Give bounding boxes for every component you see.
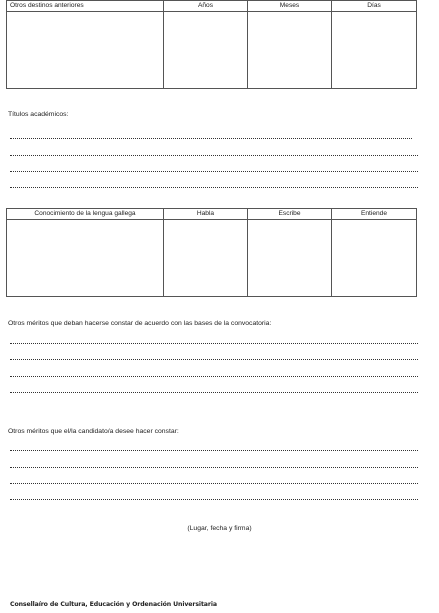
titulos-line-2[interactable]	[10, 155, 418, 156]
lengua-header-entiende: Entiende	[332, 209, 417, 220]
destinos-header-anos: Años	[164, 1, 248, 12]
meritos-candidato-line-2[interactable]	[10, 467, 418, 468]
meritos-candidato-label: Otros méritos que el/la candidato/a desee hacer constar:	[8, 428, 179, 435]
lengua-table	[6, 208, 417, 297]
meritos-bases-line-1[interactable]	[10, 343, 418, 344]
meritos-candidato-line-4[interactable]	[10, 499, 418, 500]
titulos-label: Títulos académicos:	[8, 111, 69, 118]
destinos-header-label: Otros destinos anteriores	[7, 1, 164, 12]
lengua-header-escribe: Escribe	[248, 209, 332, 220]
destinos-entry-row	[7, 12, 417, 89]
meritos-bases-line-4[interactable]	[10, 392, 418, 393]
meses-entry-cell[interactable]	[248, 12, 332, 89]
destinos-header-dias: Días	[332, 1, 417, 12]
destinos-table	[6, 0, 417, 89]
escribe-entry-cell[interactable]	[248, 220, 332, 297]
lengua-header-habla: Habla	[164, 209, 248, 220]
meritos-candidato-line-3[interactable]	[10, 483, 418, 484]
titulos-line-1[interactable]	[10, 138, 412, 139]
footer-department: Consellaíro de Cultura, Educación y Ordenación Universitaria	[10, 601, 217, 608]
meritos-bases-line-3[interactable]	[10, 376, 418, 377]
dias-entry-cell[interactable]	[332, 12, 417, 89]
lengua-header-label: Conocimiento de la lengua gallega	[7, 209, 164, 220]
titulos-line-3[interactable]	[10, 171, 418, 172]
signature-label: (Lugar, fecha y firma)	[187, 525, 252, 532]
meritos-candidato-line-1[interactable]	[10, 450, 418, 451]
titulos-line-4[interactable]	[10, 187, 418, 188]
meritos-bases-label: Otros méritos que deban hacerse constar de acuerdo con las bases de la convocatoria:	[8, 320, 272, 327]
destinos-entry-cell[interactable]	[7, 12, 164, 89]
anos-entry-cell[interactable]	[164, 12, 248, 89]
lengua-entry-cell[interactable]	[7, 220, 164, 297]
lengua-entry-row	[7, 220, 417, 297]
habla-entry-cell[interactable]	[164, 220, 248, 297]
destinos-header-row	[7, 1, 417, 12]
destinos-header-meses: Meses	[248, 1, 332, 12]
lengua-header-row	[7, 209, 417, 220]
entiende-entry-cell[interactable]	[332, 220, 417, 297]
meritos-bases-line-2[interactable]	[10, 359, 418, 360]
